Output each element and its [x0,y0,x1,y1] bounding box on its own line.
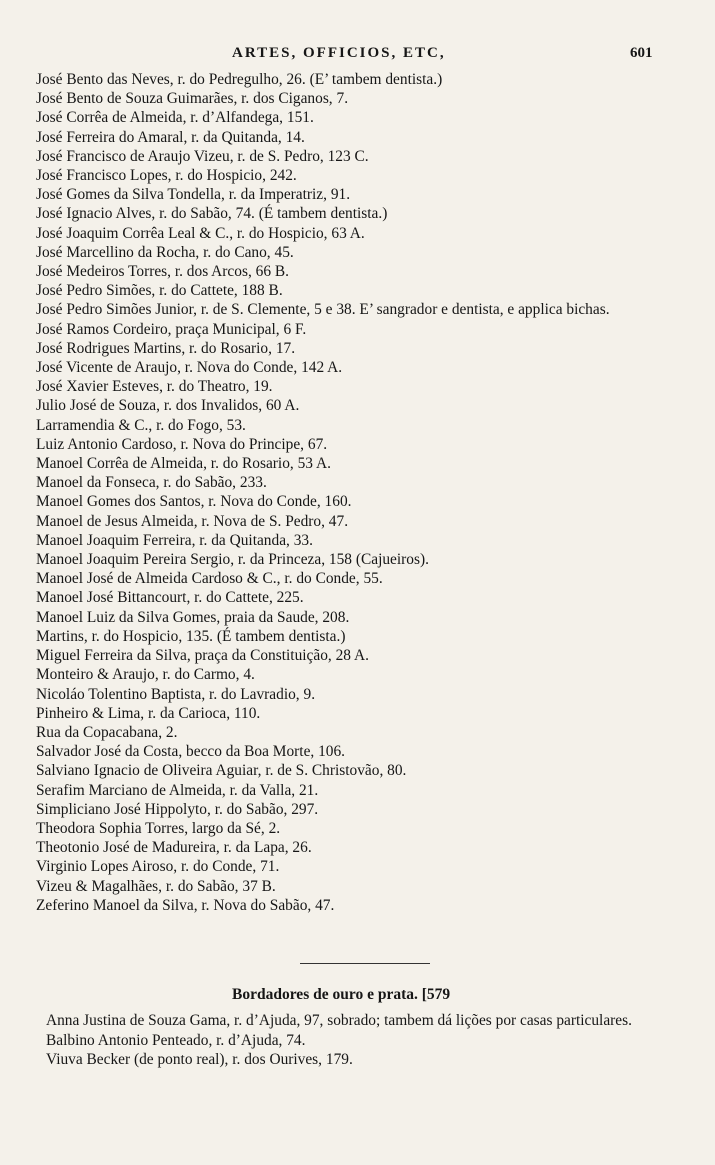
directory-entry: José Ramos Cordeiro, praça Municipal, 6 F. [36,320,307,338]
directory-entry: José Ferreira do Amaral, r. da Quitanda, 14. [36,128,305,146]
directory-entry: José Xavier Esteves, r. do Theatro, 19. [36,378,273,396]
directory-entry: Salviano Ignacio de Oliveira Aguiar, r. de S. Christovão, 80. [36,762,407,780]
directory-entry: Rua da Copacabana, 2. [36,723,178,741]
directory-entry: José Gomes da Silva Tondella, r. da Imperatriz, 91. [36,186,351,204]
directory-entry: Virginio Lopes Airoso, r. do Conde, 71. [36,858,280,876]
directory-entry: Manoel Gomes dos Santos, r. Nova do Conde, 160. [36,493,352,511]
directory-entry: José Corrêa de Almeida, r. d’Alfandega, 151. [36,109,314,127]
directory-entry: José Bento das Neves, r. do Pedregulho, 26. (E’ tambem dentista.) [36,71,443,88]
directory-entry: Simpliciano José Hippolyto, r. do Sabão, 297. [36,800,319,818]
directory-entry: José Vicente de Araujo, r. Nova do Conde, 142 A. [36,359,343,377]
directory-entry: José Marcellino da Rocha, r. do Cano, 45. [36,243,294,261]
directory-entry: José Pedro Simões, r. do Cattete, 188 B. [36,282,283,300]
directory-entry: Theodora Sophia Torres, largo da Sé, 2. [36,819,281,837]
section-entry: Balbino Antonio Penteado, r. d’Ajuda, 74. [46,1031,306,1049]
directory-entry: José Bento de Souza Guimarães, r. dos Ciganos, 7. [36,90,349,108]
directory-entry: Theotonio José de Madureira, r. da Lapa, 26. [36,839,312,857]
directory-entry: Zeferino Manoel da Silva, r. Nova do Sabão, 47. [36,896,335,914]
section-divider [300,963,430,964]
section-title: Bordadores de ouro e prata. [579 [232,986,451,1003]
directory-entry: Miguel Ferreira da Silva, praça da Constituição, 28 A. [36,647,369,665]
directory-entry: Manoel Luiz da Silva Gomes, praia da Saude, 208. [36,608,350,626]
directory-entry: José Ignacio Alves, r. do Sabão, 74. (É tambem dentista.) [36,205,388,223]
directory-entry: Manoel de Jesus Almeida, r. Nova de S. Pedro, 47. [36,512,349,530]
directory-entry: Manoel Corrêa de Almeida, r. do Rosario, 53 A. [36,455,331,473]
directory-entry: Monteiro & Araujo, r. do Carmo, 4. [36,666,255,684]
directory-entry: José Medeiros Torres, r. dos Arcos, 66 B. [36,263,289,281]
header-title: ARTES, OFFICIOS, ETC, [232,45,446,61]
running-header [0,45,715,69]
directory-entry: Pinheiro & Lima, r. da Carioca, 110. [36,704,261,722]
directory-entry: Martins, r. do Hospicio, 135. (É tambem dentista.) [36,627,346,645]
directory-entry: Serafim Marciano de Almeida, r. da Valla, 21. [36,781,319,799]
directory-entry: Salvador José da Costa, becco da Boa Morte, 106. [36,743,346,761]
directory-entry: Manoel da Fonseca, r. do Sabão, 233. [36,474,267,492]
directory-entry: Manoel Joaquim Ferreira, r. da Quitanda, 33. [36,531,313,549]
directory-entry: José Joaquim Corrêa Leal & C., r. do Hospicio, 63 A. [36,224,365,242]
directory-entry: José Francisco de Araujo Vizeu, r. de S. Pedro, 123 C. [36,147,369,165]
directory-entry: Luiz Antonio Cardoso, r. Nova do Principe, 67. [36,435,328,453]
directory-entry: Julio José de Souza, r. dos Invalidos, 60 A. [36,397,300,415]
page-number: 601 [630,45,653,61]
directory-entry: José Pedro Simões Junior, r. de S. Clemente, 5 e 38. E’ sangrador e dentista, e applica bichas. [36,301,610,319]
section-entry: Anna Justina de Souza Gama, r. d’Ajuda, 97, sobrado; tambem dá lições por casas particulares. [46,1012,632,1029]
directory-entry: José Francisco Lopes, r. do Hospicio, 242. [36,167,297,185]
directory-entry: Vizeu & Magalhães, r. do Sabão, 37 B. [36,877,276,895]
directory-list [36,70,676,915]
directory-entry: Manoel José de Almeida Cardoso & C., r. do Conde, 55. [36,570,383,588]
directory-entry: Manoel José Bittancourt, r. do Cattete, 225. [36,589,304,607]
section-list [46,1011,686,1070]
directory-entry: Manoel Joaquim Pereira Sergio, r. da Princeza, 158 (Cajueiros). [36,551,429,569]
directory-entry: José Rodrigues Martins, r. do Rosario, 17. [36,339,296,357]
directory-entry: Nicoláo Tolentino Baptista, r. do Lavradio, 9. [36,685,316,703]
section-entry: Viuva Becker (de ponto real), r. dos Ourives, 179. [46,1051,353,1068]
directory-entry: Larramendia & C., r. do Fogo, 53. [36,416,246,434]
